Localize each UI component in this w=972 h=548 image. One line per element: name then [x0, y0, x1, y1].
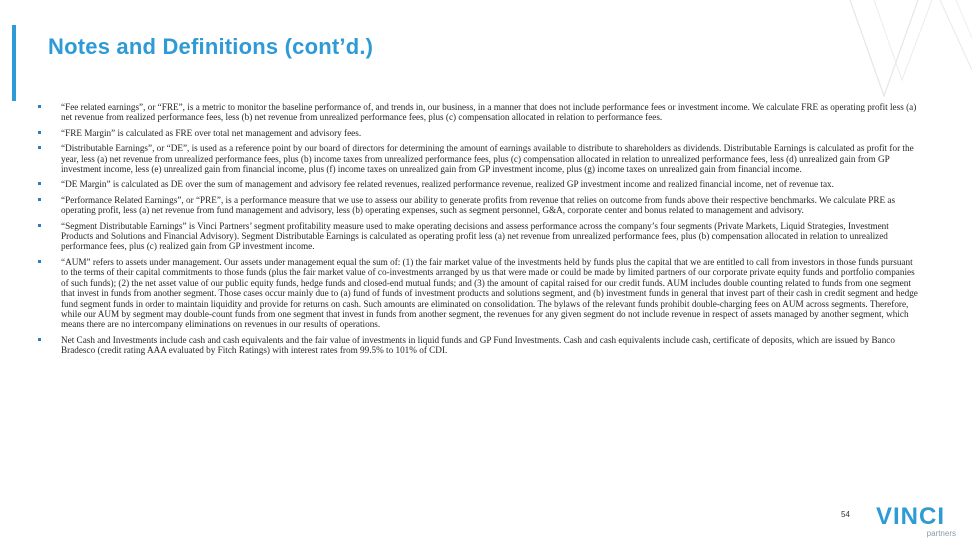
note-text: “Performance Related Earnings”, or “PRE”, is a performance measure that we use to assess our ability to generate profits from revenue that relies on outcome from funds above their respective benchmarks. We calculate PRE as operating profit, less (a) net revenue from fund management and advisory, less (b) operating expenses, such as segment personnel, G&A, corporate center and bonus related to management and advisory.	[61, 194, 896, 216]
note-aum	[38, 257, 922, 330]
note-text: “AUM” refers to assets under management. Our assets under management equal the sum of: (1) the fair market value of the investments held by funds plus the capital that we are entitled to call from investors in those funds pursuant to the terms of their capital commitments to those funds (plus the fair market value of co-investments arranged by us that were made or could be made by limited partners of our corporate private equity funds and portfolio companies of such funds); (2) the net asset value of our public equity funds, hedge funds and closed-end mutual funds; and (3) the amount of capital raised for our credit funds. AUM includes double counting related to funds from one segment that invest in funds from another segment. Those cases occur mainly due to (a) fund of funds of investment products and solutions segment, and (b) investment funds in general that invest part of their cash in credit segment and hedge fund segment funds in order to maintain liquidity and provide for returns on cash. Such amounts are eliminated on consolidation. The bylaws of the relevant funds prohibit double-charging fees on AUM across segments. Therefore, while our AUM by segment may double-count funds from one segment that invest in funds from another segment, the revenues for any given segment do not include revenue in respect of assets managed by another segment, which means there are no intercompany eliminations on revenues in our results of operations.	[61, 256, 918, 330]
bullet-icon	[38, 198, 41, 201]
note-text: “DE Margin” is calculated as DE over the sum of management and advisory fee related revenues, realized performance revenue, realized GP investment income and realized financial income, net of revenue tax.	[61, 179, 834, 190]
note-segment-distributable-earnings	[38, 221, 922, 252]
bullet-icon	[38, 131, 41, 134]
note-text: “Segment Distributable Earnings” is Vinci Partners’ segment profitability measure used to make operating decisions and assess performance across the company’s four segments (Private Markets, Liquid Strategies, Investment Products and Solutions and Financial Advisory). Segment Distributable Earnings is calculated as operating profit less (a) net revenue from unrealized performance fees, plus (b) compensation allocated in relation to unrealized performance fees, plus (c) realized gain from GP investment income.	[61, 220, 889, 252]
title-accent-bar	[12, 25, 16, 101]
note-net-cash	[38, 335, 922, 356]
note-distributable-earnings	[38, 143, 922, 174]
notes-list	[38, 102, 922, 361]
bullet-icon	[38, 338, 41, 341]
note-pre	[38, 195, 922, 216]
logo-wordmark: VINCI	[876, 503, 946, 530]
page-number: 54	[841, 510, 850, 519]
bullet-icon	[38, 146, 41, 149]
note-fre	[38, 102, 922, 123]
vinci-partners-logo	[876, 505, 960, 539]
note-text: “Distributable Earnings”, or “DE”, is used as a reference point by our board of directors for determining the amount of earnings available to distribute to shareholders as dividends. Distributable Earnings is calculated as profit for the year, less (a) net revenue from unrealized performance fees, plus (b) income taxes from unrealized performance fees, plus (c) compensation allocated in relation to unrealized performance fees, less (d) unrealized gain from GP investment income, less (e) unrealized gain from financial income, plus (f) income taxes on unrealized gain from GP investment income, plus (g) income taxes on unrealized gain from financial income.	[61, 143, 914, 175]
bullet-icon	[38, 182, 41, 185]
bullet-icon	[38, 105, 41, 108]
note-text: “Fee related earnings”, or “FRE”, is a metric to monitor the baseline performance of, and trends in, our business, in a manner that does not include performance fees or investment income. We calculate FRE as operating profit less (a) net revenue from realized performance fees, less (b) net revenue from unrealized performance fees, plus (c) compensation allocated in relation to performance fees.	[61, 102, 917, 123]
page-title: Notes and Definitions (cont’d.)	[48, 34, 374, 59]
note-de-margin	[38, 179, 922, 189]
bullet-icon	[38, 224, 41, 227]
note-text: “FRE Margin” is calculated as FRE over total net management and advisory fees.	[61, 127, 362, 138]
note-fre-margin	[38, 128, 922, 138]
note-text: Net Cash and Investments include cash and cash equivalents and the fair value of investments in liquid funds and GP Fund Investments. Cash and cash equivalents include cash, certificate of deposits, which are issued by Banco Bradesco (credit rating AAA evaluated by Fitch Ratings) with interest rates from 99.5% to 101% of CDI.	[61, 334, 895, 356]
logo-subtitle: partners	[926, 529, 956, 538]
bullet-icon	[38, 260, 41, 263]
